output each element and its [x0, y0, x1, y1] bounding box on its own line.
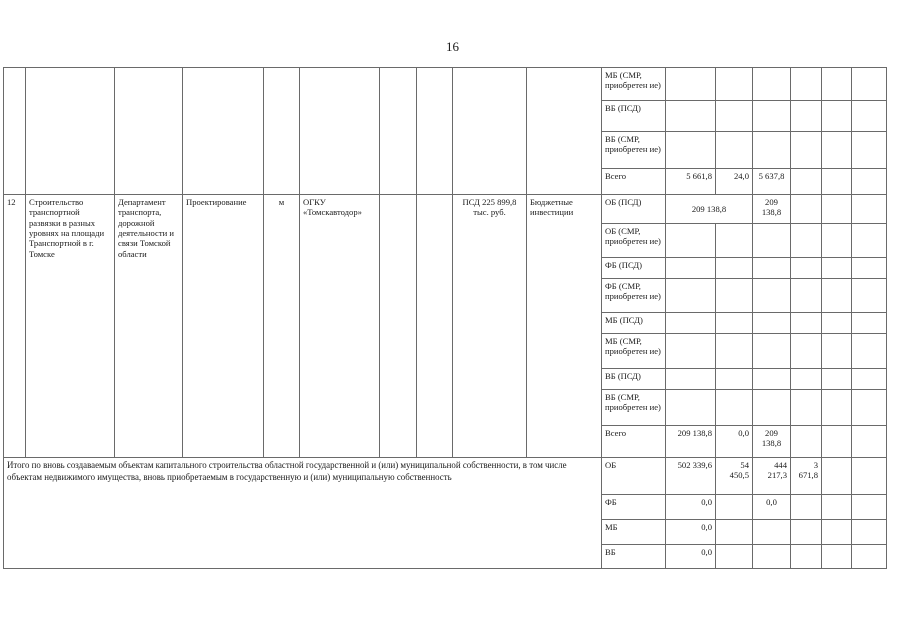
- value-cell: [666, 279, 716, 313]
- value-cell: [666, 369, 716, 390]
- value-cell: [666, 224, 716, 258]
- cell: [852, 258, 887, 279]
- cell: [453, 68, 527, 195]
- funding-source: ФБ (ПСД): [602, 258, 666, 279]
- value-cell: [753, 313, 791, 334]
- cell: [852, 495, 887, 520]
- value-cell: 5 637,8: [753, 169, 791, 195]
- value-cell: [716, 520, 753, 545]
- cell: [852, 369, 887, 390]
- funding-source: МБ (ПСД): [602, 313, 666, 334]
- developer: ОГКУ «Томскавтодор»: [300, 195, 380, 458]
- cell: [852, 520, 887, 545]
- cell: [115, 68, 183, 195]
- cell: [822, 279, 852, 313]
- value-cell: [753, 279, 791, 313]
- cell: [791, 279, 822, 313]
- value-cell: [716, 279, 753, 313]
- funding-source: ФБ: [602, 495, 666, 520]
- cell: [822, 390, 852, 426]
- cell: [822, 458, 852, 495]
- value-cell: 54 450,5: [716, 458, 753, 495]
- cell: [791, 68, 822, 101]
- funding-source: ВБ (ПСД): [602, 369, 666, 390]
- value-cell: [716, 224, 753, 258]
- cell: [822, 334, 852, 369]
- value-cell: [716, 390, 753, 426]
- cell: [791, 169, 822, 195]
- value-cell: [716, 132, 753, 169]
- stage: Проектирование: [183, 195, 264, 458]
- cell: [791, 101, 822, 132]
- value-cell: 502 339,6: [666, 458, 716, 495]
- value-cell: [666, 334, 716, 369]
- cell: [822, 68, 852, 101]
- cell: [852, 101, 887, 132]
- cell: [264, 68, 300, 195]
- cell: [791, 132, 822, 169]
- estimated-cost: ПСД 225 899,8 тыс. руб.: [453, 195, 527, 458]
- cell: [852, 224, 887, 258]
- value-cell: [753, 369, 791, 390]
- cell: [822, 258, 852, 279]
- value-cell: [666, 101, 716, 132]
- table-row: [4, 458, 887, 495]
- funding-source: ФБ (СМР, приобретен ие): [602, 279, 666, 313]
- total-label: Итого по вновь создаваемым объектам капитального строительства областной государственной и (или) муниципальной собственности, в том числе объектам недвижимого имущества, вновь приобретаемым в государственную и (или) муниципальную собственность: [4, 458, 602, 569]
- unit: м: [264, 195, 300, 458]
- funding-source: ОБ (СМР, приобретен ие): [602, 224, 666, 258]
- funding-source: Всего: [602, 169, 666, 195]
- investment-form: Бюджетные инвестиции: [527, 195, 602, 458]
- cell: [822, 132, 852, 169]
- cell: [791, 195, 822, 224]
- cell: [852, 68, 887, 101]
- cell: [380, 68, 417, 195]
- value-cell: [666, 132, 716, 169]
- cell: [852, 279, 887, 313]
- value-cell: [716, 313, 753, 334]
- cell: [852, 195, 887, 224]
- cell: [822, 169, 852, 195]
- value-cell: 0,0: [666, 520, 716, 545]
- value-cell: 209 138,8: [753, 426, 791, 458]
- value-cell: 24,0: [716, 169, 753, 195]
- funding-source: ОБ (ПСД): [602, 195, 666, 224]
- value-cell: [791, 520, 822, 545]
- value-cell: [791, 545, 822, 569]
- cell: [822, 224, 852, 258]
- value-cell: [753, 258, 791, 279]
- cell: [822, 195, 852, 224]
- value-cell: [753, 101, 791, 132]
- cell: [300, 68, 380, 195]
- funding-source: ВБ (СМР, приобретен ие): [602, 390, 666, 426]
- cell: [852, 313, 887, 334]
- funding-source: ОБ: [602, 458, 666, 495]
- cell: [822, 313, 852, 334]
- cell: [852, 545, 887, 569]
- value-cell: [716, 334, 753, 369]
- cell: [183, 68, 264, 195]
- cell: [791, 426, 822, 458]
- value-cell: [666, 68, 716, 101]
- cell: [791, 258, 822, 279]
- cell: [417, 195, 453, 458]
- value-cell: [753, 68, 791, 101]
- funding-source: МБ (СМР, приобретен ие): [602, 334, 666, 369]
- cell: [852, 334, 887, 369]
- cell: [527, 68, 602, 195]
- value-cell: 0,0: [753, 495, 791, 520]
- value-cell: 0,0: [666, 495, 716, 520]
- cell: [822, 101, 852, 132]
- cell: [822, 520, 852, 545]
- funding-source: МБ (СМР, приобретен ие): [602, 68, 666, 101]
- value-cell: [753, 390, 791, 426]
- value-cell: 444 217,3: [753, 458, 791, 495]
- cell: [822, 495, 852, 520]
- funding-source: Всего: [602, 426, 666, 458]
- cell: [822, 369, 852, 390]
- cell: [791, 390, 822, 426]
- value-cell: 209 138,8: [666, 195, 753, 224]
- cell: [417, 68, 453, 195]
- value-cell: [666, 390, 716, 426]
- value-cell: [666, 313, 716, 334]
- customer: Департамент транспорта, дорожной деятельности и связи Томской области: [115, 195, 183, 458]
- value-cell: [753, 520, 791, 545]
- value-cell: [753, 545, 791, 569]
- value-cell: [753, 224, 791, 258]
- funding-source: ВБ (СМР, приобретен ие): [602, 132, 666, 169]
- cell: [380, 195, 417, 458]
- value-cell: [716, 101, 753, 132]
- cell: [791, 334, 822, 369]
- value-cell: 209 138,8: [753, 195, 791, 224]
- table-row: [4, 195, 887, 224]
- value-cell: [716, 495, 753, 520]
- cell: [852, 426, 887, 458]
- table-row: [4, 68, 887, 101]
- value-cell: [716, 545, 753, 569]
- value-cell: [716, 68, 753, 101]
- object-name: Строительство транспортной развязки в разных уровнях на площади Транспортной в г. Томске: [26, 195, 115, 458]
- cell: [852, 390, 887, 426]
- cell: [852, 169, 887, 195]
- row-number: 12: [4, 195, 26, 458]
- page-number: 16: [446, 39, 459, 54]
- value-cell: [791, 495, 822, 520]
- cell: [852, 458, 887, 495]
- value-cell: [753, 334, 791, 369]
- investment-table: [3, 67, 887, 569]
- cell: [822, 426, 852, 458]
- value-cell: 0,0: [666, 545, 716, 569]
- funding-source: ВБ: [602, 545, 666, 569]
- value-cell: [716, 369, 753, 390]
- value-cell: 209 138,8: [666, 426, 716, 458]
- value-cell: 0,0: [716, 426, 753, 458]
- value-cell: 5 661,8: [666, 169, 716, 195]
- cell: [26, 68, 115, 195]
- funding-source: МБ: [602, 520, 666, 545]
- cell: [791, 224, 822, 258]
- cell: [852, 132, 887, 169]
- cell: [822, 545, 852, 569]
- value-cell: [716, 258, 753, 279]
- cell: [791, 369, 822, 390]
- funding-source: ВБ (ПСД): [602, 101, 666, 132]
- value-cell: [666, 258, 716, 279]
- cell: [4, 68, 26, 195]
- value-cell: 3 671,8: [791, 458, 822, 495]
- cell: [791, 313, 822, 334]
- value-cell: [753, 132, 791, 169]
